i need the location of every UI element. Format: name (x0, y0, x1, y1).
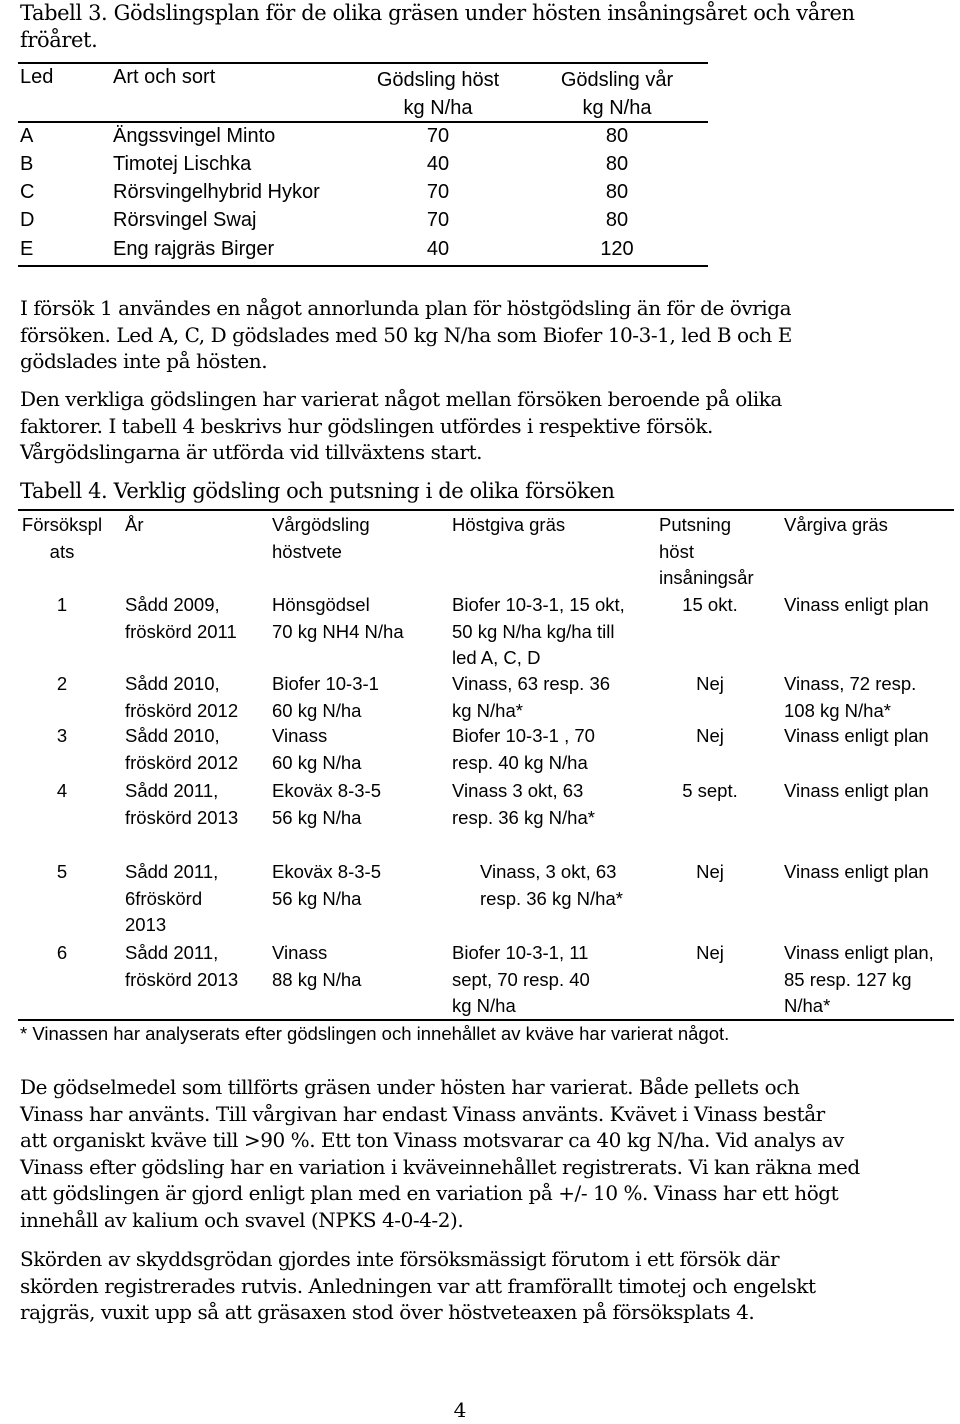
table3-header-var-line2: kg N/ha (582, 97, 652, 119)
paragraph-line: att gödslingen är gjord enligt plan med en variation på +/- 10 %. Vinass har ett högt (20, 1181, 839, 1205)
table3-row-var: 120 (600, 238, 634, 260)
paragraph-actual-fertilization (20, 386, 782, 466)
table4-cell-ar: Sådd 2011, 6fröskörd 2013 (125, 861, 219, 935)
table3-row-art: Ängssvingel Minto (113, 125, 276, 147)
table3-row-var: 80 (605, 209, 629, 231)
table3-header-host-line1: Gödsling höst (376, 69, 500, 91)
table3-caption-line-1: Tabell 3. Gödslingsplan för de olika gräsen under hösten insåningsåret och våren (20, 1, 855, 25)
table4-cell-vargodsling: Vinass 88 kg N/ha (272, 942, 362, 990)
page-number: 4 (453, 1398, 467, 1422)
table3-row-host: 40 (426, 238, 450, 260)
table3-row-host: 70 (426, 125, 450, 147)
table3-top-rule (18, 62, 708, 64)
table4-cell-ar: Sådd 2010, fröskörd 2012 (125, 725, 239, 773)
table4-cell-vargodsling: Vinass 60 kg N/ha (272, 725, 362, 773)
table4-header-plats: Försökspl ats (21, 514, 103, 562)
table4-cell-vargiva: Vinass enligt plan (784, 861, 929, 882)
table4-header-vargiva: Vårgiva gräs (784, 514, 888, 535)
table4-cell-plats: 6 (56, 942, 68, 963)
paragraph-harvest (20, 1246, 816, 1326)
table3-header-rule (18, 121, 708, 123)
table3-header-var-line1: Gödsling vår (560, 69, 674, 91)
paragraph-line: faktorer. I tabell 4 beskrivs hur gödslingen utfördes i respektive försök. (20, 413, 713, 438)
table3-row-led: B (20, 153, 34, 175)
paragraph-fertilizers (20, 1074, 860, 1233)
table4-footnote: * Vinassen har analyserats efter gödslingen och innehållet av kväve har varierat något. (20, 1023, 730, 1044)
paragraph-line: Vinass efter gödsling har en variation i kväveinnehållet registrerats. Vi kan räkna med (20, 1154, 860, 1179)
table4-cell-putsning: 15 okt. (682, 594, 738, 615)
table4-caption: Tabell 4. Verklig gödsling och putsning i de olika försöken (20, 479, 615, 503)
table3-row-art: Timotej Lischka (113, 153, 252, 175)
table4-cell-plats: 1 (56, 594, 68, 615)
table4-cell-plats: 2 (56, 673, 68, 694)
paragraph-line: gödslades inte på hösten. (20, 349, 268, 373)
table4-cell-vargiva: Vinass enligt plan (784, 780, 929, 801)
table3-row-var: 80 (605, 153, 629, 175)
table4-header-putsning: Putsning höst insåningsår (659, 514, 754, 588)
table4-header-ar: År (125, 514, 144, 535)
table4-cell-hostgiva: Biofer 10-3-1, 15 okt, 50 kg N/ha kg/ha till led A, C, D (452, 594, 625, 668)
table4-cell-ar: Sådd 2011, fröskörd 2013 (125, 780, 239, 828)
table3-row-led: A (20, 125, 34, 147)
paragraph-line: att organiskt kväve till >90 %. Ett ton Vinass motsvarar ca 40 kg N/ha. Vid analys av (20, 1128, 844, 1152)
table3-caption (20, 0, 855, 54)
table3-row-art: Rörsvingel Swaj (113, 209, 257, 231)
table4-cell-vargodsling: Ekoväx 8-3-5 56 kg N/ha (272, 861, 381, 909)
table4-cell-plats: 5 (56, 861, 68, 882)
table3-row-var: 80 (605, 125, 629, 147)
table3-header-host-line2: kg N/ha (403, 97, 473, 119)
table4-cell-putsning: Nej (696, 861, 724, 882)
table4-cell-vargiva: Vinass enligt plan (784, 594, 929, 615)
table4-cell-vargiva: Vinass enligt plan (784, 725, 929, 746)
paragraph-line: försöken. Led A, C, D gödslades med 50 kg N/ha som Biofer 10-3-1, led B och E (20, 322, 792, 347)
table4-cell-ar: Sådd 2011, fröskörd 2013 (125, 942, 239, 990)
paragraph-line: innehåll av kalium och svavel (NPKS 4-0-4-2). (20, 1207, 464, 1232)
table3-row-host: 70 (426, 181, 450, 203)
table4-cell-hostgiva: Vinass 3 okt, 63 resp. 36 kg N/ha* (452, 780, 595, 828)
table4-cell-hostgiva: Vinass, 3 okt, 63 resp. 36 kg N/ha* (480, 861, 623, 909)
table3-header-host (338, 66, 538, 122)
paragraph-line: rajgräs, vuxit upp så att gräsaxen stod över höstveteaxen på försöksplats 4. (20, 1300, 755, 1324)
table4-cell-vargodsling: Hönsgödsel 70 kg NH4 N/ha (272, 594, 404, 642)
paragraph-line: Skörden av skyddsgrödan gjordes inte försöksmässigt förutom i ett försök där (20, 1247, 780, 1271)
table4-cell-putsning: Nej (696, 725, 724, 746)
paragraph-line: skörden registrerades rutvis. Anledningen var att framförallt timotej och engelskt (20, 1273, 816, 1298)
table4-cell-ar: Sådd 2010, fröskörd 2012 (125, 673, 239, 721)
table4-cell-putsning: Nej (696, 673, 724, 694)
table3-row-art: Rörsvingelhybrid Hykor (113, 181, 320, 203)
table4-cell-plats: 4 (56, 780, 68, 801)
table4-cell-hostgiva: Biofer 10-3-1, 11 sept, 70 resp. 40 kg N/ha (452, 942, 590, 1016)
table3-caption-line-2: fröåret. (20, 28, 98, 52)
paragraph-line: De gödselmedel som tillförts gräsen under hösten har varierat. Både pellets och (20, 1075, 800, 1099)
table4-cell-hostgiva: Biofer 10-3-1 , 70 resp. 40 kg N/ha (452, 725, 595, 773)
table4-cell-plats: 3 (56, 725, 68, 746)
table4-cell-ar: Sådd 2009, fröskörd 2011 (125, 594, 237, 642)
table3-row-led: C (20, 181, 35, 203)
paragraph-host-fertilization (20, 295, 792, 375)
table3-bottom-rule (18, 265, 708, 267)
table3-row-host: 40 (426, 153, 450, 175)
table4-cell-vargiva: Vinass, 72 resp. 108 kg N/ha* (784, 673, 917, 721)
paragraph-line: Vårgödslingarna är utförda vid tillväxtens start. (20, 440, 483, 464)
table3-row-var: 80 (605, 181, 629, 203)
paragraph-line: I försök 1 användes en något annorlunda plan för höstgödsling än för de övriga (20, 296, 792, 320)
table3-row-art: Eng rajgräs Birger (113, 238, 275, 260)
table3-header-led: Led (20, 66, 54, 88)
table4-cell-vargodsling: Ekoväx 8-3-5 56 kg N/ha (272, 780, 381, 828)
table4-cell-vargodsling: Biofer 10-3-1 60 kg N/ha (272, 673, 379, 721)
table4-cell-putsning: 5 sept. (682, 780, 738, 801)
paragraph-line: Den verkliga gödslingen har varierat något mellan försöken beroende på olika (20, 387, 782, 411)
table4-cell-vargiva: Vinass enligt plan, 85 resp. 127 kg N/ha* (784, 942, 934, 1016)
table4-header-hostgiva: Höstgiva gräs (452, 514, 566, 535)
table3-header-art: Art och sort (113, 66, 216, 88)
paragraph-line: Vinass har använts. Till vårgivan har endast Vinass använts. Kvävet i Vinass består (20, 1101, 825, 1126)
table3-row-led: E (20, 238, 34, 260)
table3-row-host: 70 (426, 209, 450, 231)
table3-header-var (517, 66, 717, 122)
table4-header-vargodsling: Vårgödsling höstvete (272, 514, 370, 562)
table4-top-rule (18, 509, 954, 511)
table4-cell-hostgiva: Vinass, 63 resp. 36 kg N/ha* (452, 673, 611, 721)
table4-cell-putsning: Nej (696, 942, 724, 963)
table3-row-led: D (20, 209, 35, 231)
